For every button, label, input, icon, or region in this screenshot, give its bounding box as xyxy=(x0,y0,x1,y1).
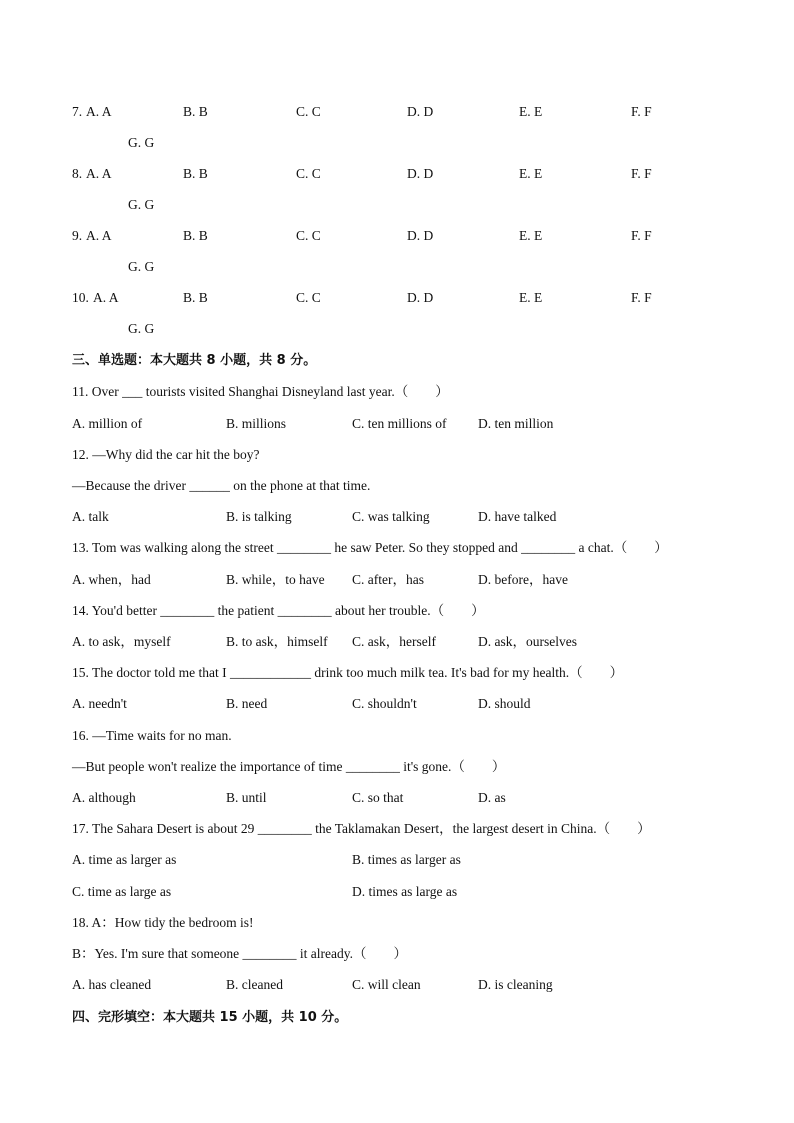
question-7-option-g: G. G xyxy=(128,135,155,150)
option-b: B. B xyxy=(183,166,208,181)
option-f: F. F xyxy=(631,104,652,119)
option-c: C. C xyxy=(296,228,321,243)
option-a: A. time as larger as xyxy=(72,852,177,867)
option-d: D. D xyxy=(407,166,434,181)
option-a: A. talk xyxy=(72,509,109,524)
option-c: C. so that xyxy=(352,790,404,805)
section-4-heading: 四、完形填空：本大题共 15 小题，共 10 分。 xyxy=(72,1010,348,1025)
option-a: A. needn't xyxy=(72,696,127,711)
question-12-stem-line-1: 12. —Why did the car hit the boy? xyxy=(72,447,260,462)
option-a: A. A xyxy=(86,104,112,119)
option-d: D. before，have xyxy=(478,572,568,587)
question-15-stem: 15. The doctor told me that I ____________ drink too much milk tea. It's bad for my health.（ ） xyxy=(72,665,624,680)
option-d: D. times as large as xyxy=(352,884,458,899)
option-d: D. is cleaning xyxy=(478,977,553,992)
option-d: D. as xyxy=(478,790,506,805)
option-c: C. ten millions of xyxy=(352,416,447,431)
option-d: D. should xyxy=(478,696,531,711)
option-b: B. cleaned xyxy=(226,977,283,992)
option-e: E. E xyxy=(519,104,543,119)
question-13-stem: 13. Tom was walking along the street ________ he saw Peter. So they stopped and ________ a chat.（ ） xyxy=(72,540,668,555)
option-a: A. when，had xyxy=(72,572,151,587)
option-a: A. A xyxy=(93,290,119,305)
question-number: 10. xyxy=(72,290,89,305)
option-a: A. to ask，myself xyxy=(72,634,171,649)
option-f: F. F xyxy=(631,228,652,243)
question-9-option-g: G. G xyxy=(128,259,155,274)
option-a: A. has cleaned xyxy=(72,977,152,992)
section-3-heading: 三、单选题：本大题共 8 小题，共 8 分。 xyxy=(72,353,317,368)
option-d: D. ten million xyxy=(478,416,554,431)
question-16-stem-line-2: —But people won't realize the importance of time ________ it's gone.（ ） xyxy=(72,759,506,774)
option-a: A. A xyxy=(86,228,112,243)
question-number: 9. xyxy=(72,228,83,243)
question-number: 8. xyxy=(72,166,83,181)
option-b: B. until xyxy=(226,790,267,805)
option-b: B. B xyxy=(183,228,208,243)
option-a: A. A xyxy=(86,166,112,181)
option-a: A. although xyxy=(72,790,136,805)
question-18-stem-line-1: 18. A：How tidy the bedroom is! xyxy=(72,915,254,930)
question-14-stem: 14. You'd better ________ the patient ________ about her trouble.（ ） xyxy=(72,603,485,618)
option-c: C. C xyxy=(296,104,321,119)
option-f: F. F xyxy=(631,166,652,181)
option-b: B. times as larger as xyxy=(352,852,461,867)
option-c: C. ask，herself xyxy=(352,634,436,649)
option-d: D. D xyxy=(407,104,434,119)
option-b: B. to ask，himself xyxy=(226,634,328,649)
question-10-option-g: G. G xyxy=(128,321,155,336)
option-d: D. have talked xyxy=(478,509,557,524)
option-d: D. D xyxy=(407,290,434,305)
option-c: C. time as large as xyxy=(72,884,172,899)
option-d: D. D xyxy=(407,228,434,243)
question-16-stem-line-1: 16. —Time waits for no man. xyxy=(72,728,232,743)
option-c: C. C xyxy=(296,166,321,181)
question-11-stem: 11. Over ___ tourists visited Shanghai Disneyland last year.（ ） xyxy=(72,384,449,399)
option-b: B. need xyxy=(226,696,268,711)
question-12-stem-line-2: —Because the driver ______ on the phone at that time. xyxy=(72,478,371,493)
question-8-option-g: G. G xyxy=(128,197,155,212)
question-17-stem: 17. The Sahara Desert is about 29 ________ the Taklamakan Desert，the largest desert in China.（ ） xyxy=(72,821,651,836)
option-c: C. will clean xyxy=(352,977,421,992)
option-b: B. while，to have xyxy=(226,572,325,587)
option-b: B. B xyxy=(183,104,208,119)
option-b: B. B xyxy=(183,290,208,305)
option-b: B. millions xyxy=(226,416,287,431)
question-number: 7. xyxy=(72,104,83,119)
option-e: E. E xyxy=(519,290,543,305)
option-c: C. shouldn't xyxy=(352,696,417,711)
option-c: C. C xyxy=(296,290,321,305)
question-18-stem-line-2: B：Yes. I'm sure that someone ________ it already.（ ） xyxy=(72,946,408,961)
option-f: F. F xyxy=(631,290,652,305)
option-c: C. was talking xyxy=(352,509,430,524)
option-c: C. after，has xyxy=(352,572,424,587)
option-e: E. E xyxy=(519,228,543,243)
option-d: D. ask，ourselves xyxy=(478,634,577,649)
option-b: B. is talking xyxy=(226,509,292,524)
option-a: A. million of xyxy=(72,416,143,431)
option-e: E. E xyxy=(519,166,543,181)
